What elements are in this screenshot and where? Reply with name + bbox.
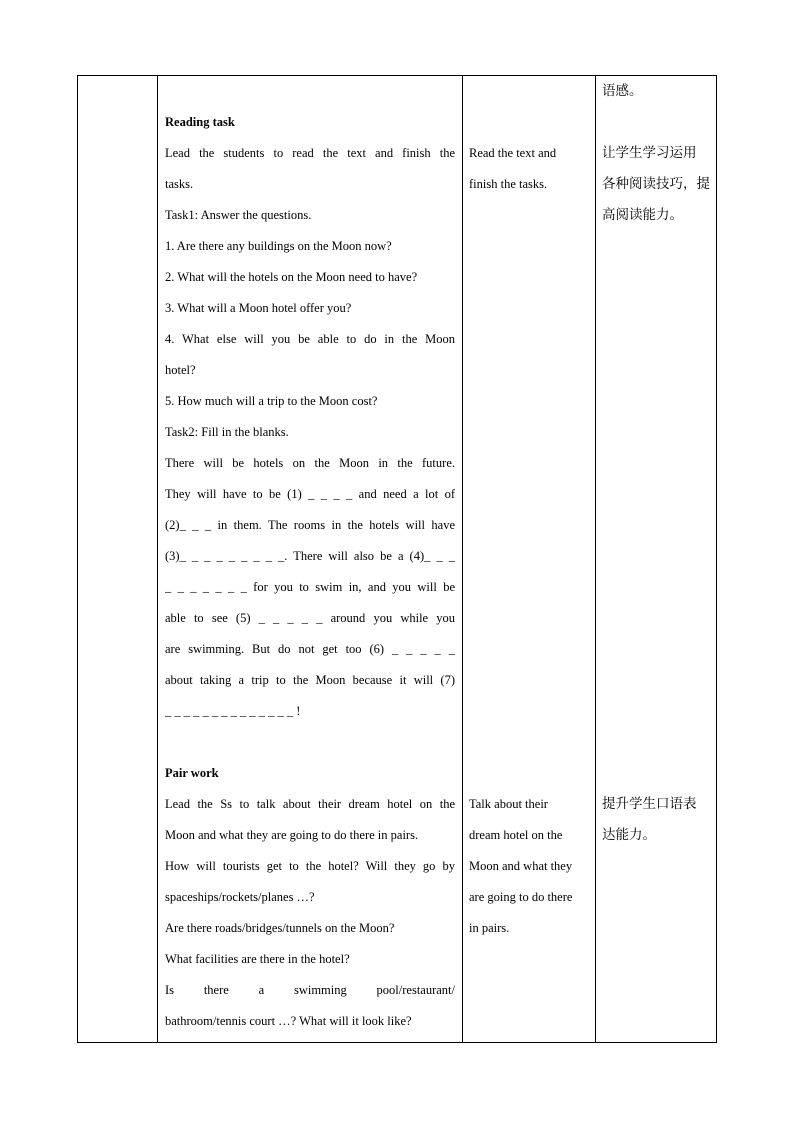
text-line: (2)_ _ _ in them. The rooms in the hotels will have [165,518,455,532]
text-line: spaceships/rockets/planes …? [165,890,315,904]
text-line: _ _ _ _ _ _ _ _ _ _ _ _ _ _ ! [165,704,301,718]
text-line: Task2: Fill in the blanks. [165,425,289,439]
text-line: in pairs. [469,921,510,935]
text-line: 2. What will the hotels on the Moon need to have? [165,270,418,284]
purpose-pair [602,789,712,851]
purpose-reading [602,138,712,231]
text-line: able to see (5) _ _ _ _ _ around you while you [165,611,455,625]
student-pair-activity [469,789,589,944]
design-purpose-column [596,76,718,1042]
text-line: finish the tasks. [469,177,548,191]
text-line: (3)_ _ _ _ _ _ _ _ _. There will also be a (4)_ _ _ [165,549,455,563]
text-line: 5. How much will a trip to the Moon cost? [165,394,378,408]
text-line: 提升学生口语表 [602,796,697,812]
purpose-top-line: 语感。 [602,83,643,99]
text-line: Task1: Answer the questions. [165,208,312,222]
text-line: Lead the students to read the text and finish the [165,146,455,160]
pair-work-content [165,789,455,1037]
text-line: Lead the Ss to talk about their dream hotel on the [165,797,455,811]
text-line: 3. What will a Moon hotel offer you? [165,301,352,315]
text-line: 达能力。 [602,827,656,843]
text-line: Moon and what they are going to do there in pairs. [165,828,419,842]
text-line: _ _ _ _ _ _ _ for you to swim in, and you will be [165,580,455,594]
text-line: Moon and what they [469,859,573,873]
text-line: are swimming. But do not get too (6) _ _ _ _ _ [165,642,455,656]
text-line: 4. What else will you be able to do in the Moon [165,332,455,346]
text-line: What facilities are there in the hotel? [165,952,350,966]
text-line: bathroom/tennis court …? What will it look like? [165,1014,412,1028]
text-line: 1. Are there any buildings on the Moon now? [165,239,392,253]
text-line: Read the text and [469,146,557,160]
text-line: They will have to be (1) _ _ _ _ and need a lot of [165,487,455,501]
teacher-activity-column [158,76,462,1042]
student-reading-activity [469,138,589,200]
text-line: Are there roads/bridges/tunnels on the Moon? [165,921,395,935]
student-activity-column [463,76,595,1042]
reading-task-heading: Reading task [165,115,235,129]
text-line: are going to do there [469,890,573,904]
text-line: There will be hotels on the Moon in the future. [165,456,455,470]
reading-task-content [165,138,455,727]
text-line: Is there a swimming pool/restaurant/ [165,983,455,997]
text-line: 高阅读能力。 [602,207,683,223]
text-line: about taking a trip to the Moon because it will (7) [165,673,455,687]
text-line: 各种阅读技巧，提 [602,176,710,192]
text-line: hotel? [165,363,196,377]
text-line: How will tourists get to the hotel? Will they go by [165,859,455,873]
text-line: 让学生学习运用 [602,145,697,161]
pair-work-heading: Pair work [165,766,219,780]
lesson-table [77,75,717,1043]
text-line: tasks. [165,177,194,191]
text-line: dream hotel on the [469,828,563,842]
text-line: Talk about their [469,797,548,811]
